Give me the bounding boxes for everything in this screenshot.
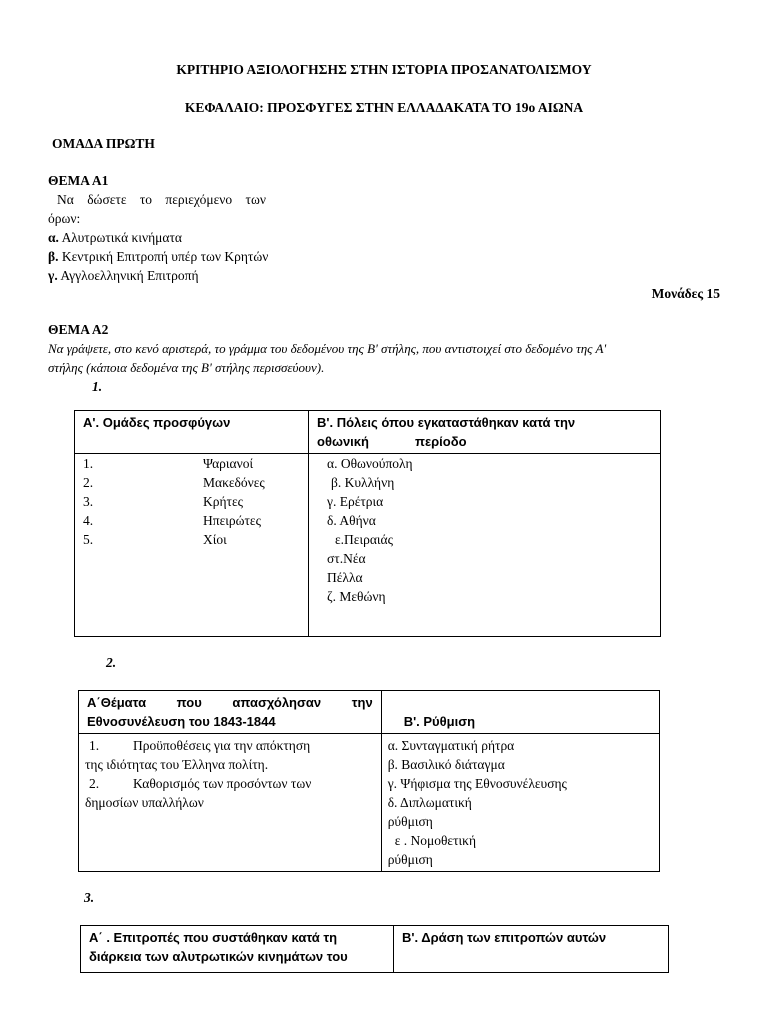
q1-col-b-cell [309,454,661,637]
a1-term-alpha [48,230,182,246]
list-item: 1. Ψαριανοί [83,456,254,471]
term-letter: α. [48,230,59,245]
list-item: ε.Πειραιάς [335,532,393,547]
q2-col-b-header [381,691,659,734]
q1-col-a-header [75,411,309,454]
list-item: 3. Κρήτες [83,494,243,509]
list-item: ζ. Μεθώνη [327,589,386,604]
list-item: α. Οθωνούπολη [327,456,413,471]
list-item-continued: δημοσίων υπαλλήλων [85,795,204,810]
list-item: ε . Νομοθετική [394,833,477,848]
list-item: α. Συνταγματική ρήτρα [387,738,515,753]
list-item: δ. Αθήνα [327,513,376,528]
list-item: 1. Προϋποθέσεις για την απόκτηση [89,738,311,753]
q2-col-a-cell [79,734,382,872]
section-a2-heading: ΘΕΜΑ Α2 [48,322,109,337]
q2-col-b-cell [381,734,659,872]
list-item-continued: ρύθμιση [387,814,433,829]
q2-matching-table [78,690,660,872]
a1-marks: Μονάδες 15 [651,286,720,301]
q2-number: 2. [106,655,117,670]
q1-col-b-header-line1: Β'. Πόλεις όπου εγκαταστάθηκαν κατά την [317,415,576,430]
q2-col-a-header [79,691,382,734]
q3-col-b-header [394,926,669,973]
list-item-continued: ρύθμιση [387,852,433,867]
q2-col-b-header-text: Β'. Ρύθμιση [403,714,476,729]
q1-number: 1. [92,379,103,394]
a2-instruction-line2: στήλης (κάποια δεδομένα της Β' στήλης περισσεύουν). [48,360,325,375]
section-a1-heading: ΘΕΜΑ Α1 [48,173,109,188]
term-text: Κεντρική Επιτροπή υπέρ των Κρητών [61,249,269,264]
q1-col-b-header-line2 [317,432,652,451]
list-item: γ. Ψήφισμα της Εθνοσυνέλευσης [387,776,567,791]
term-letter: γ. [48,268,58,283]
chapter-title: ΚΕΦΑΛΑΙΟ: ΠΡΟΣΦΥΓΕΣ ΣΤΗΝ ΕΛΛΑΔΑΚΑΤΑ ΤΟ 19ο ΑΙΩΝΑ [184,100,584,115]
q1-matching-table [74,410,661,637]
list-item: γ. Ερέτρια [327,494,384,509]
list-item: δ. Διπλωματική [387,795,472,810]
q2-col-a-header-line2: Εθνοσυνέλευση του 1843-1844 [87,714,276,729]
q1-col-b-header [309,411,661,454]
list-item: β. Κυλλήνη [331,475,395,490]
list-item: Πέλλα [327,570,363,585]
q3-col-a-header [81,926,394,973]
a1-prompt-line2: όρων: [48,211,81,226]
q3-number: 3. [84,890,95,905]
document-title: ΚΡΙΤΗΡΙΟ ΑΞΙΟΛΟΓΗΣΗΣ ΣΤΗΝ ΙΣΤΟΡΙΑ ΠΡΟΣΑΝΑΤΟΛΙΣΜΟΥ [176,62,592,77]
q1-col-a-header-text: Α'. Ομάδες προσφύγων [83,415,231,430]
q1-col-b-header-word1: οθωνική [317,434,369,449]
q3-col-a-header-line1: Α΄ . Επιτροπές που συστάθηκαν κατά τη [89,930,338,945]
a1-prompt-line1: Να δώσετε το περιεχόμενο των [57,192,266,207]
a1-term-gamma [48,268,199,284]
list-item: β. Βασιλικό διάταγμα [387,757,505,772]
list-item: στ.Νέα [327,551,366,566]
list-item: 5. Χίοι [83,532,227,547]
list-item-continued: της ιδιότητας του Έλληνα πολίτη. [85,757,269,772]
group-title: ΟΜΑΔΑ ΠΡΩΤΗ [52,136,155,151]
a2-instruction-line1: Να γράψετε, στο κενό αριστερά, το γράμμα του δεδομένου της Β' στήλης, που αντιστοιχεί στο δεδομένο της Α' [48,341,607,356]
term-letter: β. [48,249,59,264]
a1-term-beta [48,249,268,265]
list-item: 4. Ηπειρώτες [83,513,261,528]
term-text: Αλυτρωτικά κινήματα [61,230,182,245]
list-item: 2. Καθορισμός των προσόντων των [89,776,312,791]
q3-matching-table [80,925,669,973]
list-item: 2. Μακεδόνες [83,475,265,490]
q2-col-a-header-line1: Α΄Θέματα που απασχόλησαν την [87,695,373,710]
term-text: Αγγλοελληνική Επιτροπή [60,268,199,283]
q1-col-a-cell [75,454,309,637]
q3-col-b-header-text: Β'. Δράση των επιτροπών αυτών [402,930,607,945]
q1-col-b-header-word2: περίοδο [414,434,467,449]
q3-col-a-header-line2: διάρκεια των αλυτρωτικών κινημάτων του [89,949,348,964]
